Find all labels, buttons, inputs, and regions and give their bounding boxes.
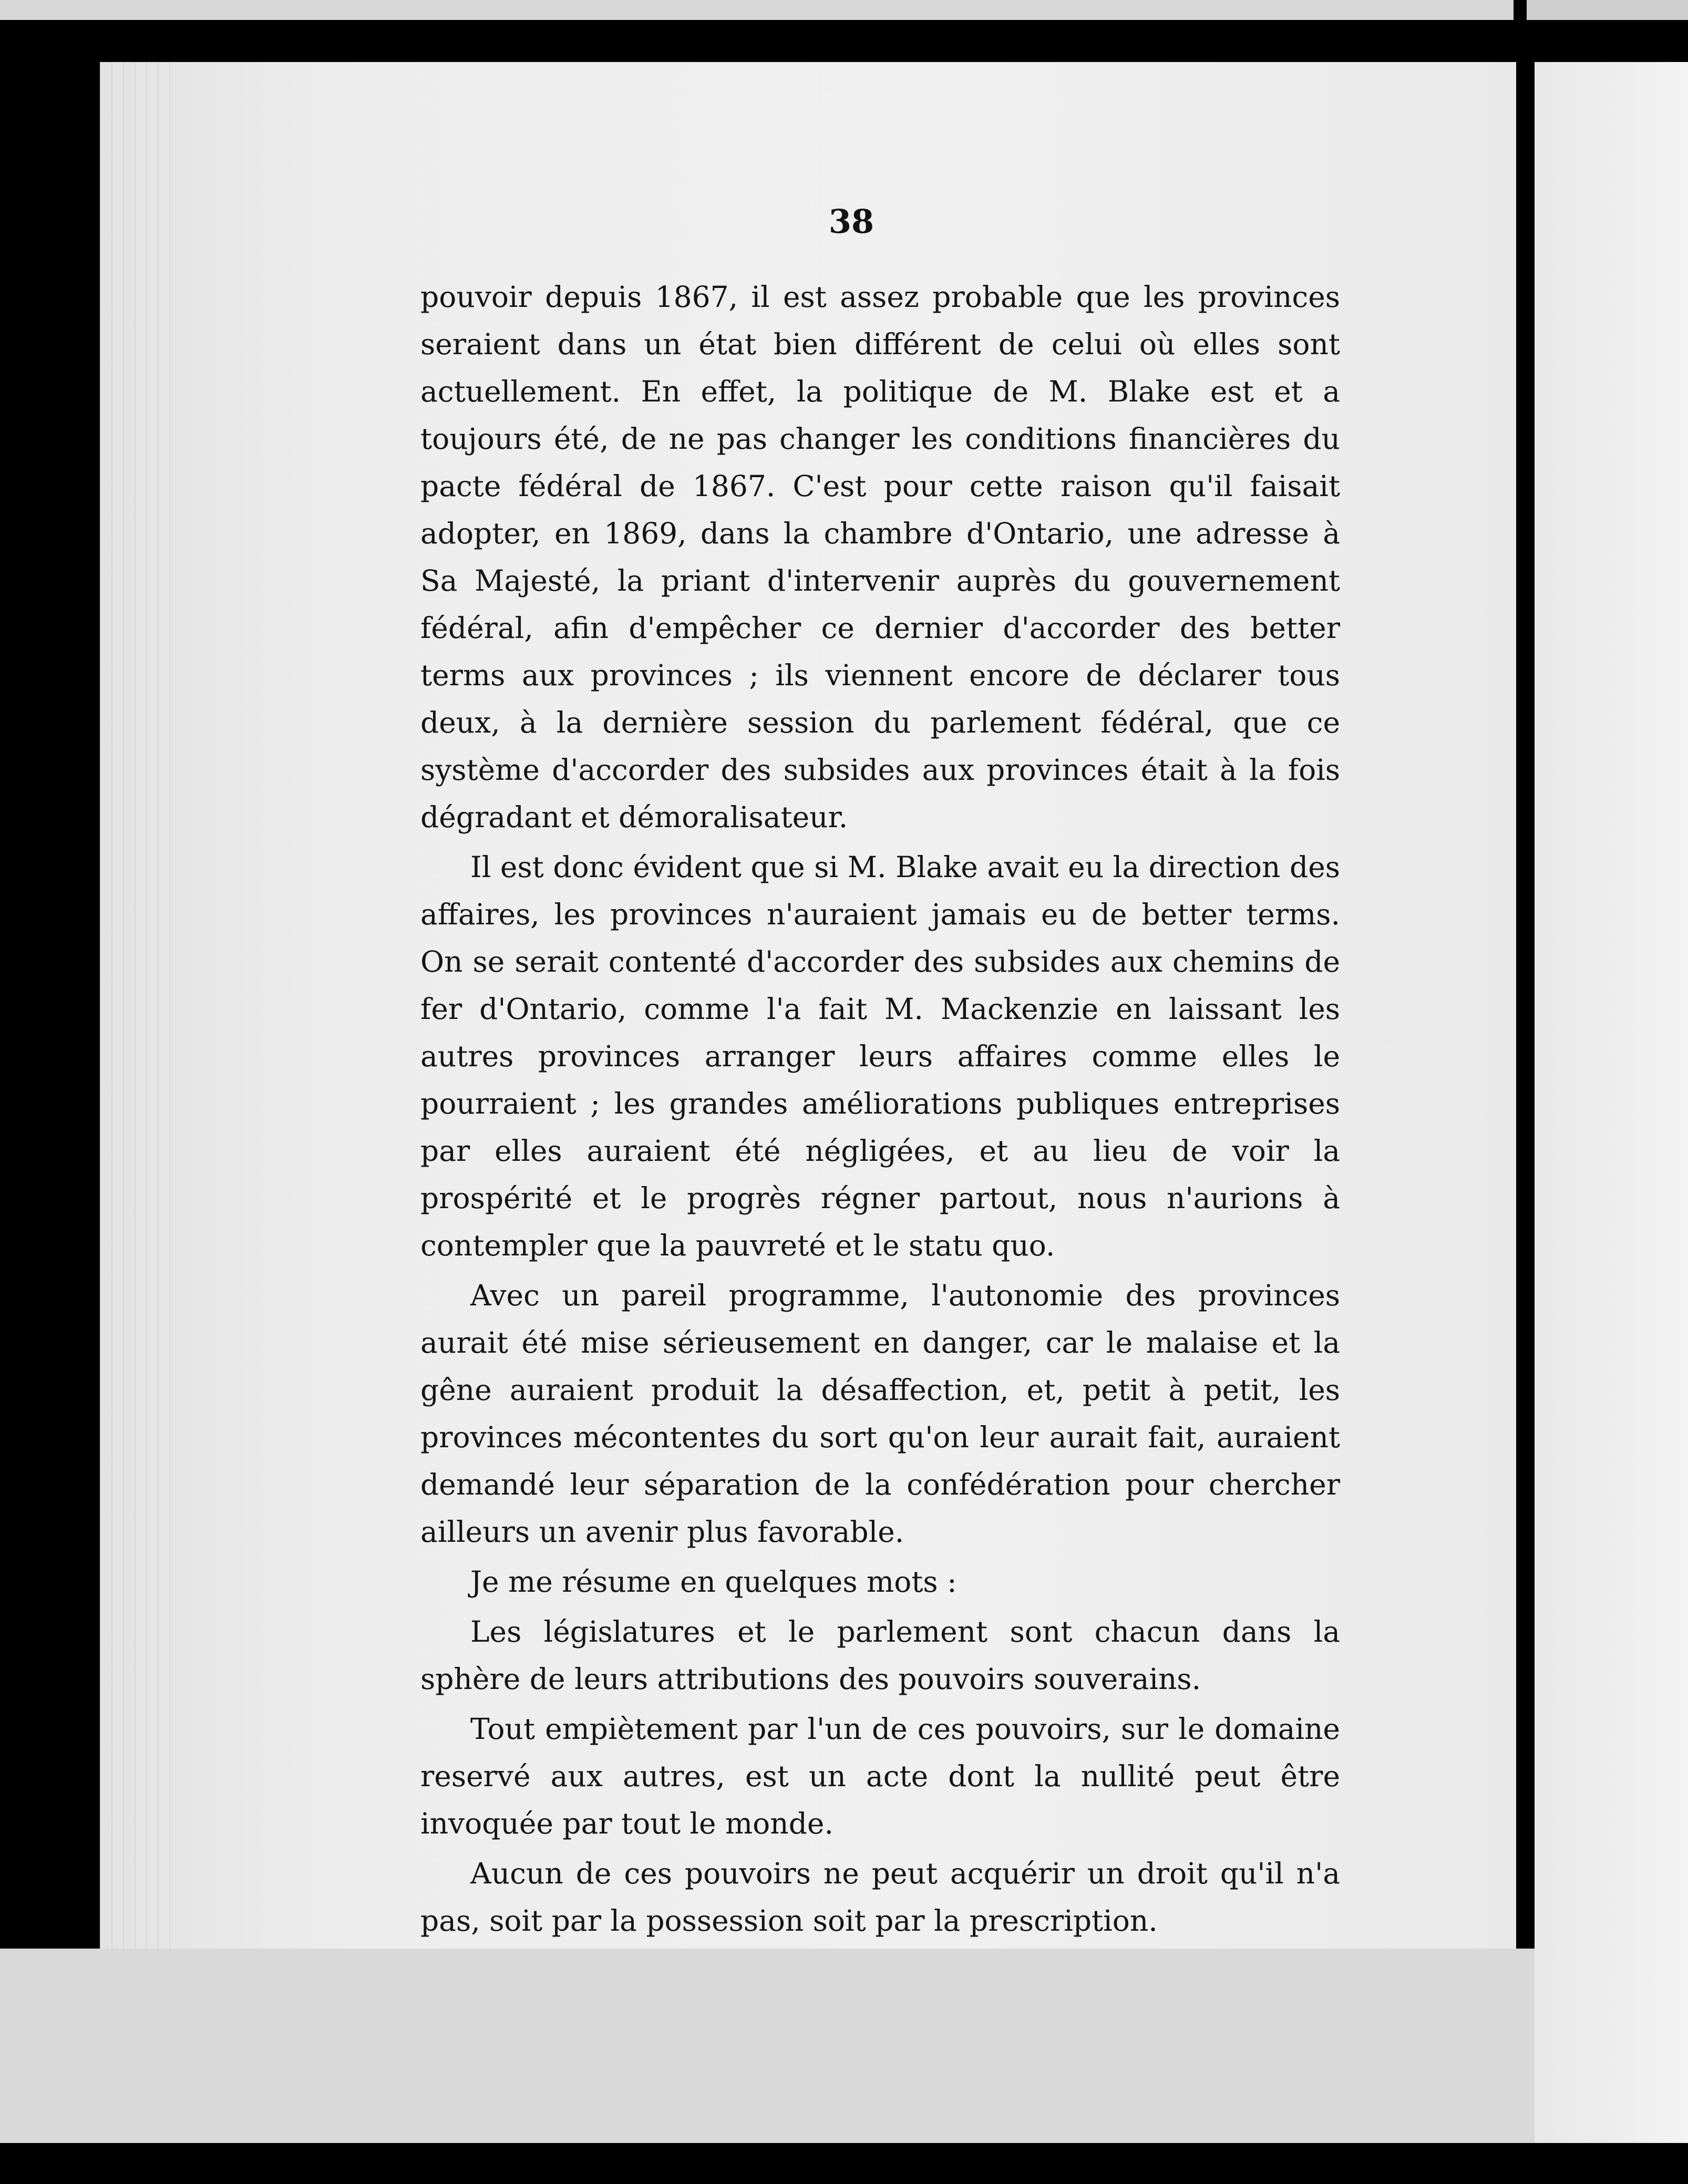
film-edge-right	[1527, 0, 1688, 20]
paragraph: Je me résume en quelques mots :	[470, 1565, 957, 1599]
paragraph: pouvoir depuis 1867, il est assez probable que les provinces seraient dans un état bien différent de celui où elles sont actuellement. En effet, la politique de M. Blake est et a toujours été, de ne pas changer les conditions financières du pacte fédéral de 1867. C'est pour cette raison qu'il faisait adopter, en 1869, dans la chambre d'Ontario, une adresse à Sa Majesté, la priant d'intervenir auprès du gouvernement fédéral, afin d'empêcher ce dernier d'accorder des better terms aux provinces ; ils viennent encore de déclarer tous deux, à la dernière session du parlement fédéral, que ce système d'accorder des subsides aux provinces était à la fois dégradant et démoralisateur.	[420, 280, 1340, 834]
adjacent-frame	[1535, 62, 1688, 2143]
paragraph: Avec un pareil programme, l'autonomie des provinces aurait été mise sérieusement en danger, car le malaise et la gêne auraient produit la désaffection, et, petit à petit, les provinces mécontentes du sort qu'on leur aurait fait, auraient demandé leur séparation de la confédération pour chercher ailleurs un avenir plus favorable.	[420, 1279, 1340, 1549]
paragraph: Aucun de ces pouvoirs ne peut acquérir un droit qu'il n'a pas, soit par la possession soit par la prescription.	[420, 1857, 1340, 1938]
page-edge-stack	[100, 62, 171, 1949]
paragraph: Tout empiètement par l'un de ces pouvoirs, sur le domaine reservé aux autres, est un acte dont la nullité peut être invoquée par tout le monde.	[420, 1712, 1340, 1840]
film-frame-divider	[1516, 62, 1535, 1954]
body-text	[420, 273, 1340, 1944]
page-number: 38	[828, 202, 874, 241]
paragraph: Les législatures et le parlement sont chacun dans la sphère de leurs attributions des pouvoirs souverains.	[420, 1615, 1340, 1696]
film-edge-left	[0, 0, 1514, 20]
film-bottom-border	[0, 2143, 1688, 2184]
paragraph: Il est donc évident que si M. Blake avait eu la direction des affaires, les provinces n'auraient jamais eu de better terms. On se serait contenté d'accorder des subsides aux chemins de fer d'Ontario, comme l'a fait M. Mackenzie en laissant les autres provinces arranger leurs affaires comme elles le pourraient ; les grandes améliorations publiques entreprises par elles auraient été négligées, et au lieu de voir la prospérité et le progrès régner partout, nous n'aurions à contempler que la pauvreté et le statu quo.	[420, 850, 1340, 1262]
